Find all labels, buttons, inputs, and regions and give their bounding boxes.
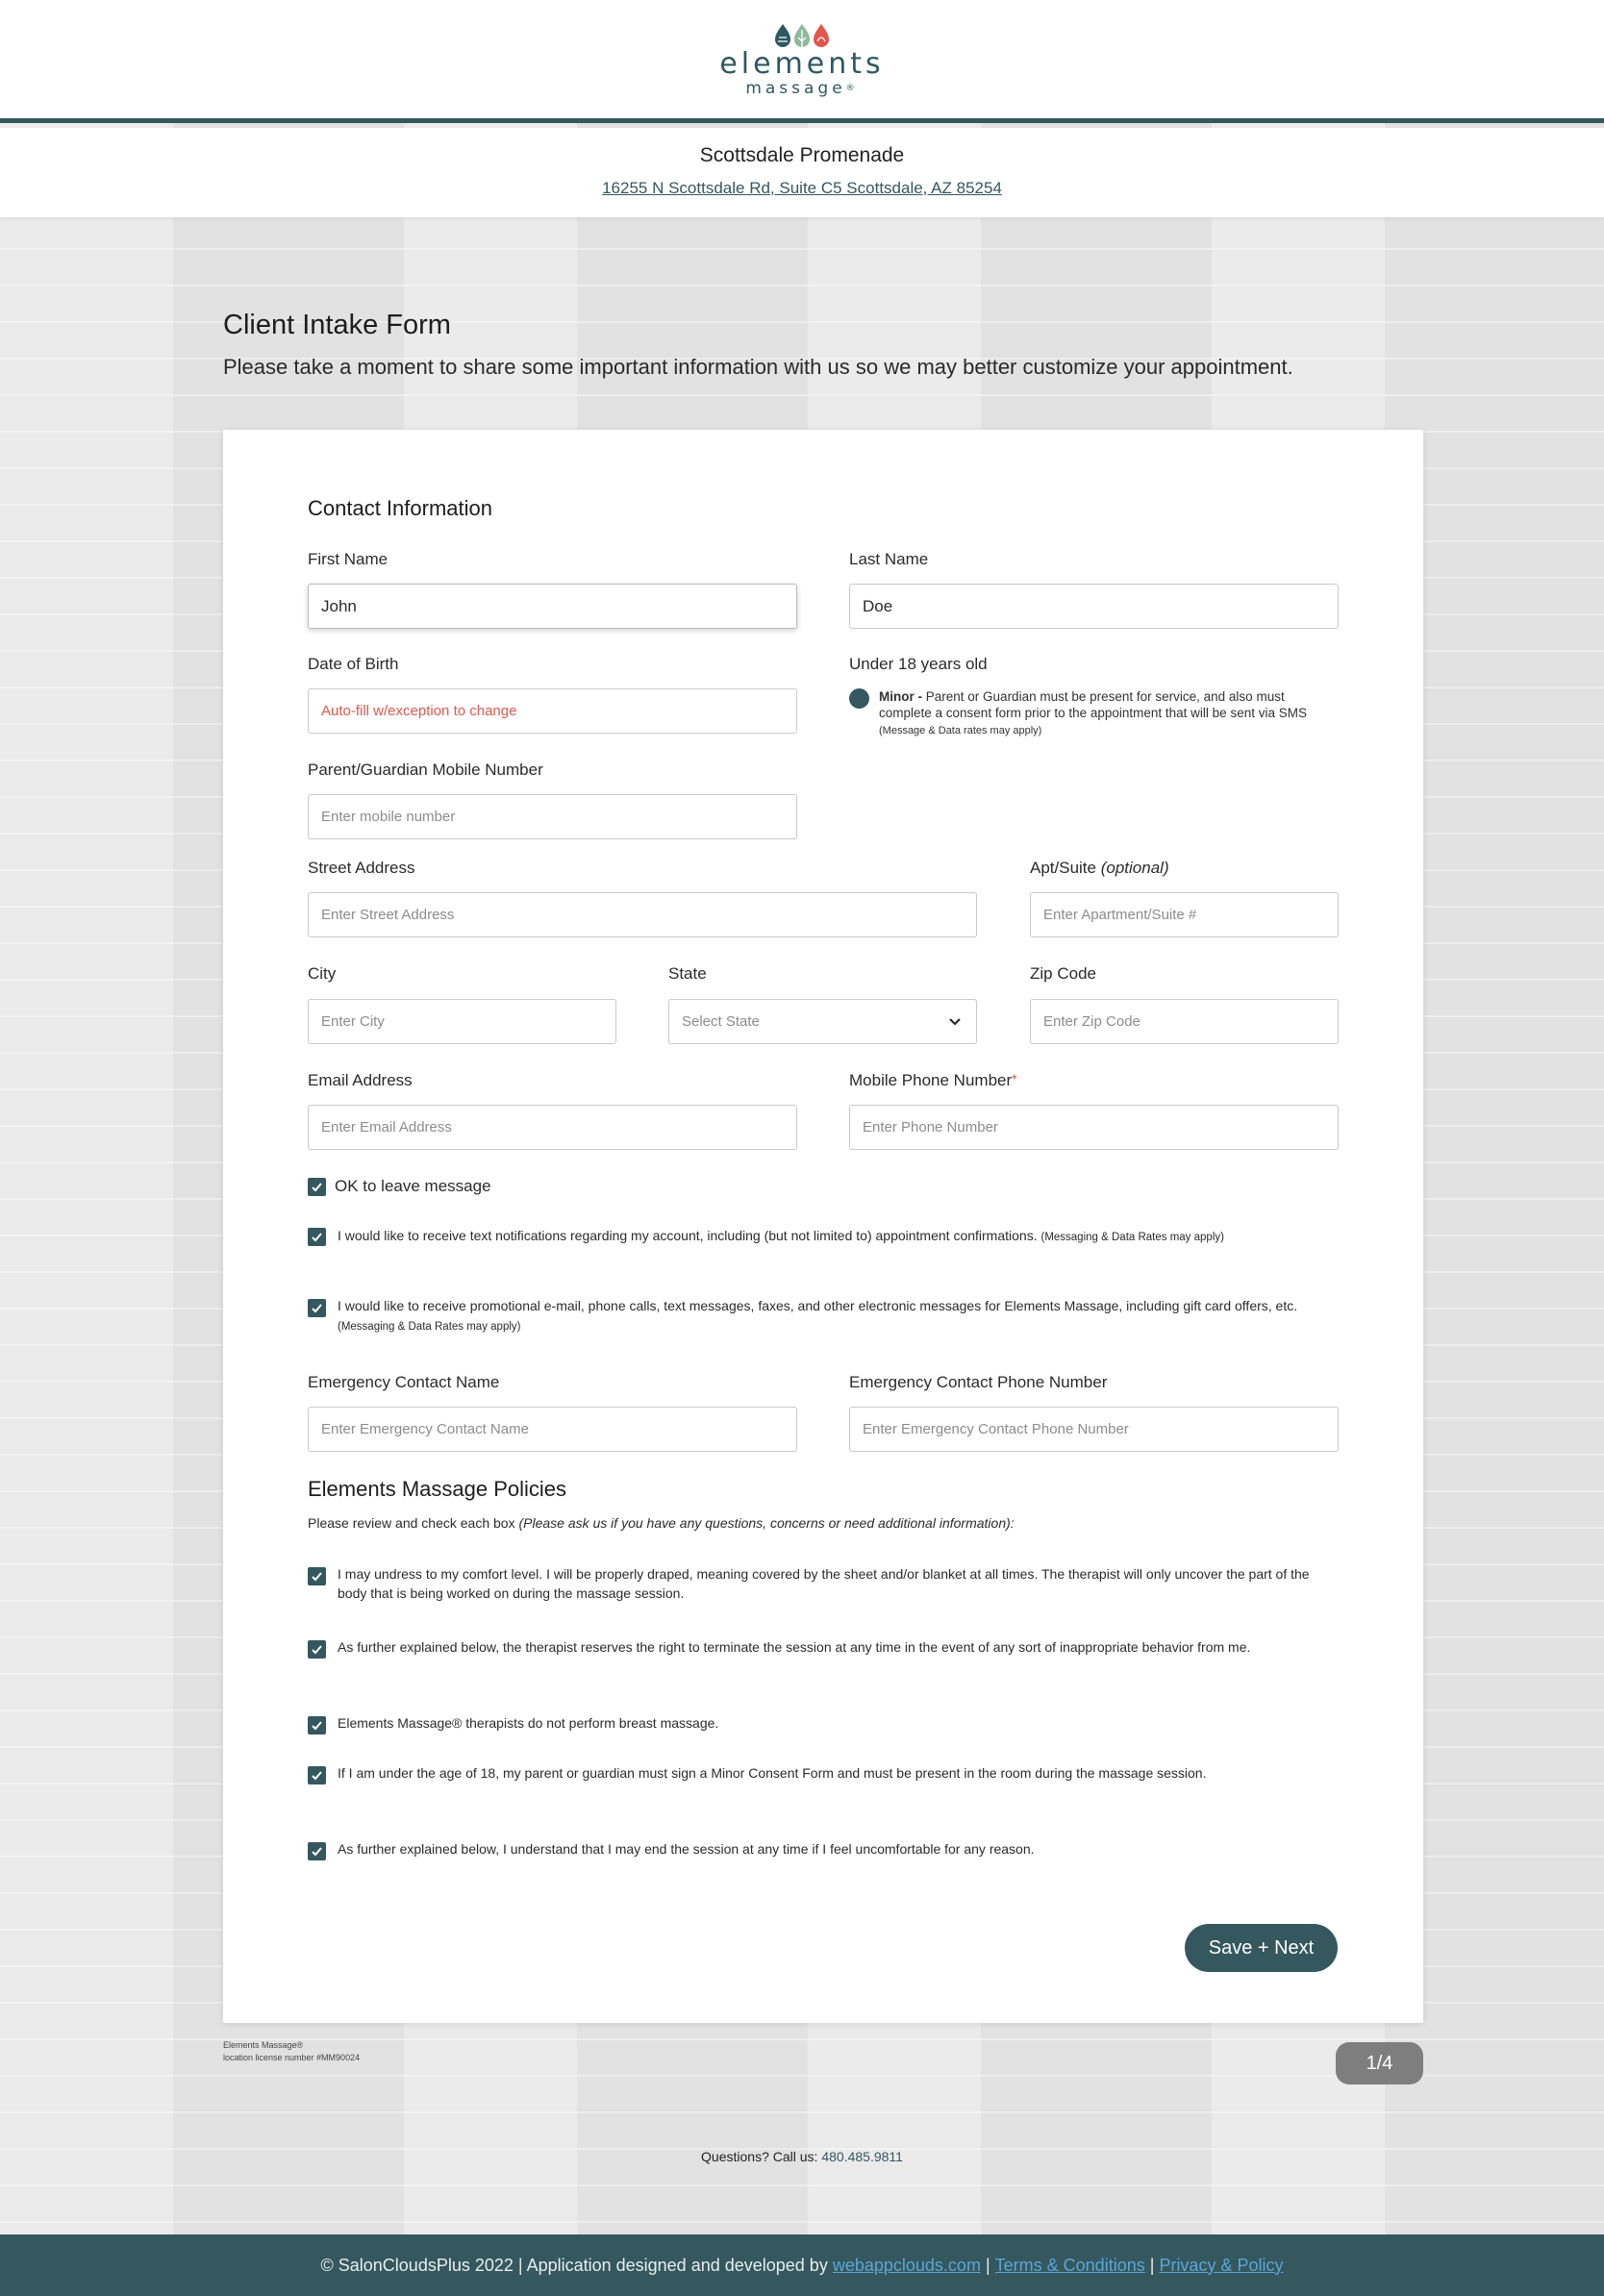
city-input[interactable]: Enter City bbox=[308, 999, 616, 1044]
apt-input[interactable]: Enter Apartment/Suite # bbox=[1030, 892, 1339, 937]
checkmark-icon bbox=[311, 1570, 323, 1583]
minor-radio[interactable] bbox=[849, 688, 869, 709]
save-next-button[interactable]: Save + Next bbox=[1185, 1924, 1338, 1972]
state-label: State bbox=[668, 964, 707, 983]
policies-section-title: Elements Massage Policies bbox=[308, 1477, 567, 1501]
policy-checkbox-3[interactable] bbox=[308, 1716, 326, 1734]
page-title: Client Intake Form bbox=[223, 310, 451, 340]
site-footer bbox=[0, 2234, 1604, 2296]
apt-label: Apt/Suite (optional) bbox=[1030, 859, 1169, 877]
elements-massage-logo[interactable] bbox=[719, 22, 884, 97]
policies-instruction: Please review and check each box (Please ask us if you have any questions, concerns or need additional information): bbox=[308, 1515, 1015, 1531]
state-select-value: Select State bbox=[682, 1013, 760, 1030]
dob-label: Date of Birth bbox=[308, 655, 399, 673]
location-address-link[interactable]: 16255 N Scottsdale Rd, Suite C5 Scottsdale, AZ 85254 bbox=[602, 179, 1002, 197]
checkmark-icon bbox=[311, 1769, 323, 1782]
drops-logo-icon bbox=[771, 22, 833, 49]
ok-message-label: OK to leave message bbox=[335, 1177, 491, 1195]
license-line-2: location license number #MM90024 bbox=[223, 2053, 361, 2062]
policy-checkbox-5[interactable] bbox=[308, 1842, 326, 1860]
policy-text-5: As further explained below, I understand that I may end the session at any time if I feel uncomfortable for any reason. bbox=[338, 1841, 1035, 1857]
terms-link[interactable]: Terms & Conditions bbox=[994, 2255, 1145, 2275]
guardian-mobile-label: Parent/Guardian Mobile Number bbox=[308, 761, 543, 779]
street-input[interactable]: Enter Street Address bbox=[308, 892, 977, 937]
questions-label: Questions? Call us: bbox=[701, 2149, 818, 2164]
license-line-1: Elements Massage® bbox=[223, 2040, 304, 2050]
footer-separator: | bbox=[985, 2255, 990, 2275]
policy-text-2: As further explained below, the therapist reserves the right to terminate the session at any time in the event of any sort of inappropriate behavior from me. bbox=[338, 1639, 1251, 1655]
promotional-label: I would like to receive promotional e-mail, phone calls, text messages, faxes, and other electronic messages for Elements Massage, including gift card offers, etc. (Messaging & Data Rates may apply) bbox=[338, 1298, 1298, 1333]
emergency-name-label: Emergency Contact Name bbox=[308, 1373, 500, 1391]
policy-text-1: I may undress to my comfort level. I will be properly draped, meaning covered by the sheet and/or blanket at all times. The therapist will only uncover the part of the body that is being worked on during the massage session. bbox=[338, 1566, 1310, 1601]
emergency-phone-input[interactable]: Enter Emergency Contact Phone Number bbox=[849, 1407, 1339, 1452]
page-indicator: 1/4 bbox=[1336, 2042, 1423, 2084]
email-label: Email Address bbox=[308, 1071, 413, 1089]
location-name: Scottsdale Promenade bbox=[699, 144, 905, 166]
site-header bbox=[0, 0, 1604, 123]
intake-form-card bbox=[223, 430, 1423, 2023]
promotional-checkbox[interactable] bbox=[308, 1299, 326, 1317]
zip-input[interactable]: Enter Zip Code bbox=[1030, 999, 1339, 1044]
policy-checkbox-1[interactable] bbox=[308, 1567, 326, 1585]
policy-text-3: Elements Massage® therapists do not perform breast massage. bbox=[338, 1715, 719, 1731]
checkmark-icon bbox=[311, 1181, 323, 1193]
intro bbox=[223, 310, 1473, 380]
state-select[interactable] bbox=[668, 999, 977, 1044]
last-name-input[interactable]: Doe bbox=[849, 584, 1339, 629]
location-banner bbox=[0, 128, 1604, 217]
street-label: Street Address bbox=[308, 859, 415, 877]
ok-message-checkbox[interactable] bbox=[308, 1178, 326, 1196]
last-name-label: Last Name bbox=[849, 550, 929, 568]
zip-label: Zip Code bbox=[1030, 964, 1096, 983]
text-notifications-label: I would like to receive text notifications regarding my account, including (but not limited to) appointment confirmations. (Messaging & Data Rates may apply) bbox=[338, 1228, 1224, 1243]
email-input[interactable]: Enter Email Address bbox=[308, 1105, 797, 1150]
city-label: City bbox=[308, 964, 337, 983]
dob-input[interactable]: Auto-fill w/exception to change bbox=[308, 688, 797, 734]
first-name-input[interactable]: John bbox=[308, 584, 797, 629]
minor-description: Minor - Parent or Guardian must be present for service, and also must complete a consent form prior to the appointment that will be sent via SMS (Message & Data rates may apply) bbox=[879, 689, 1307, 736]
contact-section-title: Contact Information bbox=[308, 496, 492, 520]
developer-link[interactable]: webappclouds.com bbox=[832, 2255, 981, 2275]
emergency-name-input[interactable]: Enter Emergency Contact Name bbox=[308, 1407, 797, 1452]
checkmark-icon bbox=[311, 1643, 323, 1656]
privacy-link[interactable]: Privacy & Policy bbox=[1159, 2255, 1284, 2275]
first-name-label: First Name bbox=[308, 550, 388, 568]
license-info bbox=[223, 2039, 360, 2064]
guardian-mobile-input[interactable]: Enter mobile number bbox=[308, 794, 797, 839]
text-notifications-checkbox[interactable] bbox=[308, 1228, 326, 1246]
logo-wordmark-elements: elements bbox=[719, 46, 885, 81]
footer-copyright: © SalonCloudsPlus 2022 | Application designed and developed by bbox=[320, 2255, 828, 2275]
logo-wordmark-massage: massage® bbox=[745, 78, 859, 98]
checkmark-icon bbox=[311, 1845, 323, 1858]
emergency-phone-label: Emergency Contact Phone Number bbox=[849, 1373, 1108, 1391]
policy-checkbox-4[interactable] bbox=[308, 1766, 326, 1784]
policy-text-4: If I am under the age of 18, my parent or guardian must sign a Minor Consent Form and must be present in the room during the massage session. bbox=[338, 1765, 1207, 1781]
checkmark-icon bbox=[311, 1719, 323, 1732]
policy-checkbox-2[interactable] bbox=[308, 1640, 326, 1659]
page-subtitle: Please take a moment to share some important information with us so we may better customize your appointment. bbox=[223, 355, 1293, 379]
footer-separator-2: | bbox=[1149, 2255, 1155, 2275]
checkmark-icon bbox=[311, 1231, 323, 1243]
mobile-input[interactable]: Enter Phone Number bbox=[849, 1105, 1339, 1150]
checkmark-icon bbox=[311, 1302, 323, 1314]
mobile-label: Mobile Phone Number* bbox=[849, 1071, 1017, 1089]
under-18-label: Under 18 years old bbox=[849, 655, 988, 673]
questions-phone-link[interactable]: 480.485.9811 bbox=[821, 2149, 903, 2164]
questions-contact bbox=[0, 2149, 1604, 2164]
chevron-down-icon bbox=[947, 1013, 963, 1029]
